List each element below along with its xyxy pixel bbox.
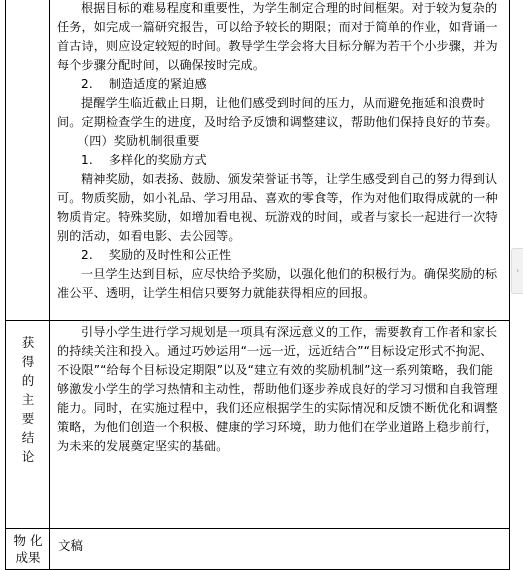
process-content-cell[interactable] — [50, 0, 509, 320]
conclusion-label-char: 论 — [21, 449, 35, 464]
heading-diverse-rewards: 1. 多样化的奖励方式 — [81, 153, 207, 167]
conclusion-label-char: 主 — [21, 392, 35, 407]
result-label-line2: 成果 — [15, 550, 41, 565]
table-row-conclusion — [5, 321, 510, 529]
result-content-cell[interactable] — [50, 529, 509, 569]
paragraph-timely-fair: 一旦学生达到目标，应尽快给予奖励，以强化他们的积极行为。确保奖励的标准公平、透明，让学生相信只要努力就能获得相应的回报。 — [57, 267, 498, 300]
heading-reward-mechanism: （四）奖励机制很重要 — [77, 134, 200, 148]
paragraph-urgency: 提醒学生临近截止日期，让他们感受到时间的压力，从而避免拖延和浪费时间。定期检查学生的进度，及时给予反馈和调整建议，帮助他们保持良好的节奏。 — [57, 96, 498, 129]
conclusion-label-char: 结 — [21, 430, 35, 445]
paragraph-time-frame: 根据目标的难易程度和重要性，为学生制定合理的时间框架。对于较为复杂的任务，如完成一篇研究报告，可以给予较长的期限；而对于简单的作业，如背诵一首古诗，则应设定较短的时间。教导学生学会将大目标分解为若干个小步骤，并为每个步骤分配时间，以确保按时完成。 — [57, 1, 498, 72]
paragraph-diverse-rewards: 精神奖励，如表扬、鼓励、颁发荣誉证书等，让学生感受到自己的努力得到认可。物质奖励，如小礼品、学习用品、喜欢的零食等，作为对他们取得成就的一种物质肯定。特殊奖励，如增加看电视、玩游戏的时间，或者与家长一起进行一次特别的活动，如看电影、去公园等。 — [57, 172, 498, 243]
conclusion-label-char: 得 — [21, 354, 35, 369]
side-collapse-tab[interactable] — [511, 248, 523, 294]
result-label — [6, 532, 50, 566]
heading-urgency: 2. 制造适度的紧迫感 — [81, 77, 207, 91]
chevron-right-icon: › — [516, 266, 520, 275]
conclusion-paragraph: 引导小学生进行学习规划是一项具有深远意义的工作，需要教育工作者和家长的持续关注和投入。通过巧妙运用“一远一近，远近结合”“目标设定形式不拘泥、不设限”“给每个目标设定期限”以及“建立有效的奖励机制”这一系列策略，我们能够激发小学生的学习热情和主动性，帮助他们逐步养成良好的学习习惯和自我管理能力。同时，在实施过程中，我们还应根据学生的实际情况和反馈不断优化和调整策略，为他们创造一个积极、健康的学习环境，助力他们在学业道路上稳步前行，为未来的发展奠定坚实的基础。 — [57, 325, 498, 453]
heading-timely-fair: 2. 奖励的及时性和公正性 — [81, 248, 232, 262]
conclusion-label-char: 要 — [21, 411, 35, 426]
conclusion-label-char: 的 — [21, 373, 35, 388]
result-label-line1: 物 化 — [13, 533, 43, 548]
conclusion-content-cell[interactable] — [50, 321, 509, 528]
result-value: 文稿 — [58, 538, 84, 553]
conclusion-label-cell — [6, 321, 50, 528]
document-table — [5, 0, 510, 570]
table-row-process — [5, 0, 510, 321]
row-label-cell — [6, 0, 50, 320]
result-label-cell — [6, 529, 50, 569]
conclusion-label-char: 获 — [21, 335, 35, 350]
table-row-result — [5, 529, 510, 570]
